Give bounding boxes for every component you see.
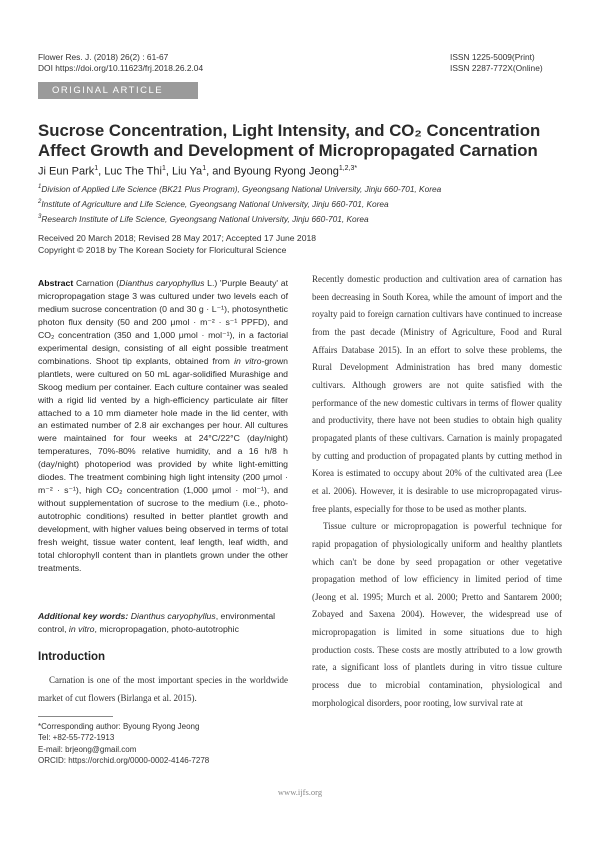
orcid-link[interactable]: ORCID: https://orchid.org/0000-0002-4146-7278 — [38, 755, 210, 765]
author-list: Ji Eun Park$^1$, Luc The Thi$^1$, Liu Ya$^1$, and Byoung Ryong Jeong$^{1,2,3*}$ — [38, 165, 358, 178]
email-address[interactable]: E-mail: brjeong@gmail.com — [38, 744, 137, 754]
journal-citation: Flower Res. J. (2018) 26(2) : 61-67 — [38, 52, 169, 62]
keywords: Additional key words: Dianthus caryophyllus, environmental control, in vitro, micropropagation, photo-autotrophic — [38, 611, 276, 634]
right-column-body — [312, 271, 562, 712]
abstract-label: Abstract — [38, 278, 74, 288]
article-title — [38, 121, 568, 161]
author-affil-mark: 1 — [202, 165, 207, 172]
phone-number: Tel: +82-55-772-1913 — [38, 733, 115, 743]
section-heading-introduction: Introduction — [38, 651, 106, 663]
author-affil-mark: 1 — [161, 165, 166, 172]
affiliation-line: $^2$Institute of Agriculture and Life Science, Gyeongsang National University, Jinju 660-701, Korea — [38, 198, 389, 209]
article-dates — [38, 232, 316, 256]
author-name: Ji Eun Park — [38, 165, 95, 178]
corresponding-author: *Corresponding author: Byoung Ryong Jeong — [38, 722, 200, 731]
body-paragraph: Tissue culture or micropropagation is powerful technique for rapid propagation of physiologically uniform and healthy plantlets which can't be done by seed propagation or other vegetative propagation method of low efficiency in limited period of time (Jeong et al. 1995; Murch et al. 2000; Pretto and Santarem 2000; Zobayed and Saxena 2004). However, the widespread use of micropropagation is limited in some situations due to high production costs. These costs are mostly attributed to a low growth rate, a significant loss of plantlets during in vitro tissue culture process due to microbial contamination, physiological and morphological disorders, poor rooting, low survival rate at — [312, 521, 562, 708]
issn-print: ISSN 1225-5009(Print) — [450, 52, 535, 62]
author-affil-mark: 1,2,3* — [338, 165, 358, 172]
author-name: Liu Ya — [172, 165, 203, 178]
author-name: Luc The Thi — [104, 165, 162, 178]
affiliation-line: $^3$Research Institute of Life Science, Gyeongsang National University, Jinju 660-701, Korea — [38, 213, 369, 224]
keywords-label: Additional key words: — [38, 611, 129, 621]
author-affil-mark: 1 — [94, 165, 99, 172]
issn-online: ISSN 2287-772X(Online) — [450, 63, 543, 73]
affiliations — [38, 181, 441, 225]
doi-link[interactable]: DOI https://doi.org/10.11623/frj.2018.26.2.04 — [38, 63, 204, 73]
article-type-banner: ORIGINAL ARTICLE — [38, 82, 198, 99]
introduction-paragraph: Carnation is one of the most important species in the worldwide market of cut flowers (Birlanga et al. 2015). — [38, 675, 288, 703]
corresponding-author-footnote — [38, 721, 209, 766]
received-dates: Received 20 March 2018; Revised 28 May 2017; Accepted 17 June 2018 — [38, 233, 317, 243]
copyright-line: Copyright © 2018 by The Korean Society for Floricultural Science — [38, 245, 287, 255]
affiliation-line: $^1$Division of Applied Life Science (BK21 Plus Program), Gyeongsang National University, Jinju 660-701, Korea — [38, 183, 442, 194]
title-line-2: Affect Growth and Development of Micropropagated Carnation — [38, 141, 538, 160]
author-name: and Byoung Ryong Jeong — [212, 165, 339, 178]
body-paragraph: Recently domestic production and cultivation area of carnation has been decreasing in South Korea, while the amount of import and the royalty paid to foreign carnation cultivars have continued to increase from the past decade (Ministry of Agriculture, Food and Rural Affairs Database 2015). In an effort to solve these problems, the Rural Development Administration has bred many domestic cultivars. Although growers are not quite satisfied with the performance of the new domestic cultivars in terms of flower quality and productivity, there have not been studies to obtain high quality propagated plants of these cultivars. Carnation is mainly propagated by cutting and production of propagated plants by cutting method in Korea is estimated to occupy about 20% of the cultivated area (Lee et al. 2006). However, it is desirable to use micropropagated virus-free plants, especially for those to be used as mother plants. — [312, 274, 562, 514]
footnote-divider — [38, 716, 113, 717]
title-line-1: Sucrose Concentration, Light Intensity, and CO₂ Concentration — [38, 121, 541, 140]
abstract: Abstract Carnation (Dianthus caryophyllus L.) 'Purple Beauty' at micropropagation stage 3 was cultured under two levels each of medium sucrose concentration (0 and 30 g · L⁻¹), photosynthetic photon flux density (50 and 200 μmol · m⁻² · s⁻¹ PPFD), and CO₂ concentration (350 and 1,000 μmol · mol⁻¹), in a factorial experimental design, consisting of all eight possible treatment combinations. Shoot tip explants, obtained from in vitro-grown plantlets, were cultured on 50 mL agar-solidified Murashige and Skoog medium per container. Each culture container was sealed with a rigid lid vented by a high-efficiency particulate air filter attached to a 10 mm diameter hole made in the lid center, with an estimated number of 2.8 air exchanges per hour. All cultures were maintained for four weeks at 24°C/22°C (day/night) temperatures, 70%-80% relative humidity, and a 16 h/8 h (day/night) photoperiod was provided by white light-emitting diodes. The treatment combining high light intensity (200 μmol · m⁻² · s⁻¹), high CO₂ concentration (1,000 μmol · mol⁻¹), and without supplementation of sucrose to the medium (i.e., photo-autotrophic conditions) resulted in better plantlet growth and development, with higher values being observed in terms of total fresh weight, tissue water content, leaf length, leaf width, and total chlorophyll content than in plantlets grown under the other treatments. — [38, 278, 288, 573]
page-footer-url[interactable]: www.ijfs.org — [277, 787, 323, 797]
